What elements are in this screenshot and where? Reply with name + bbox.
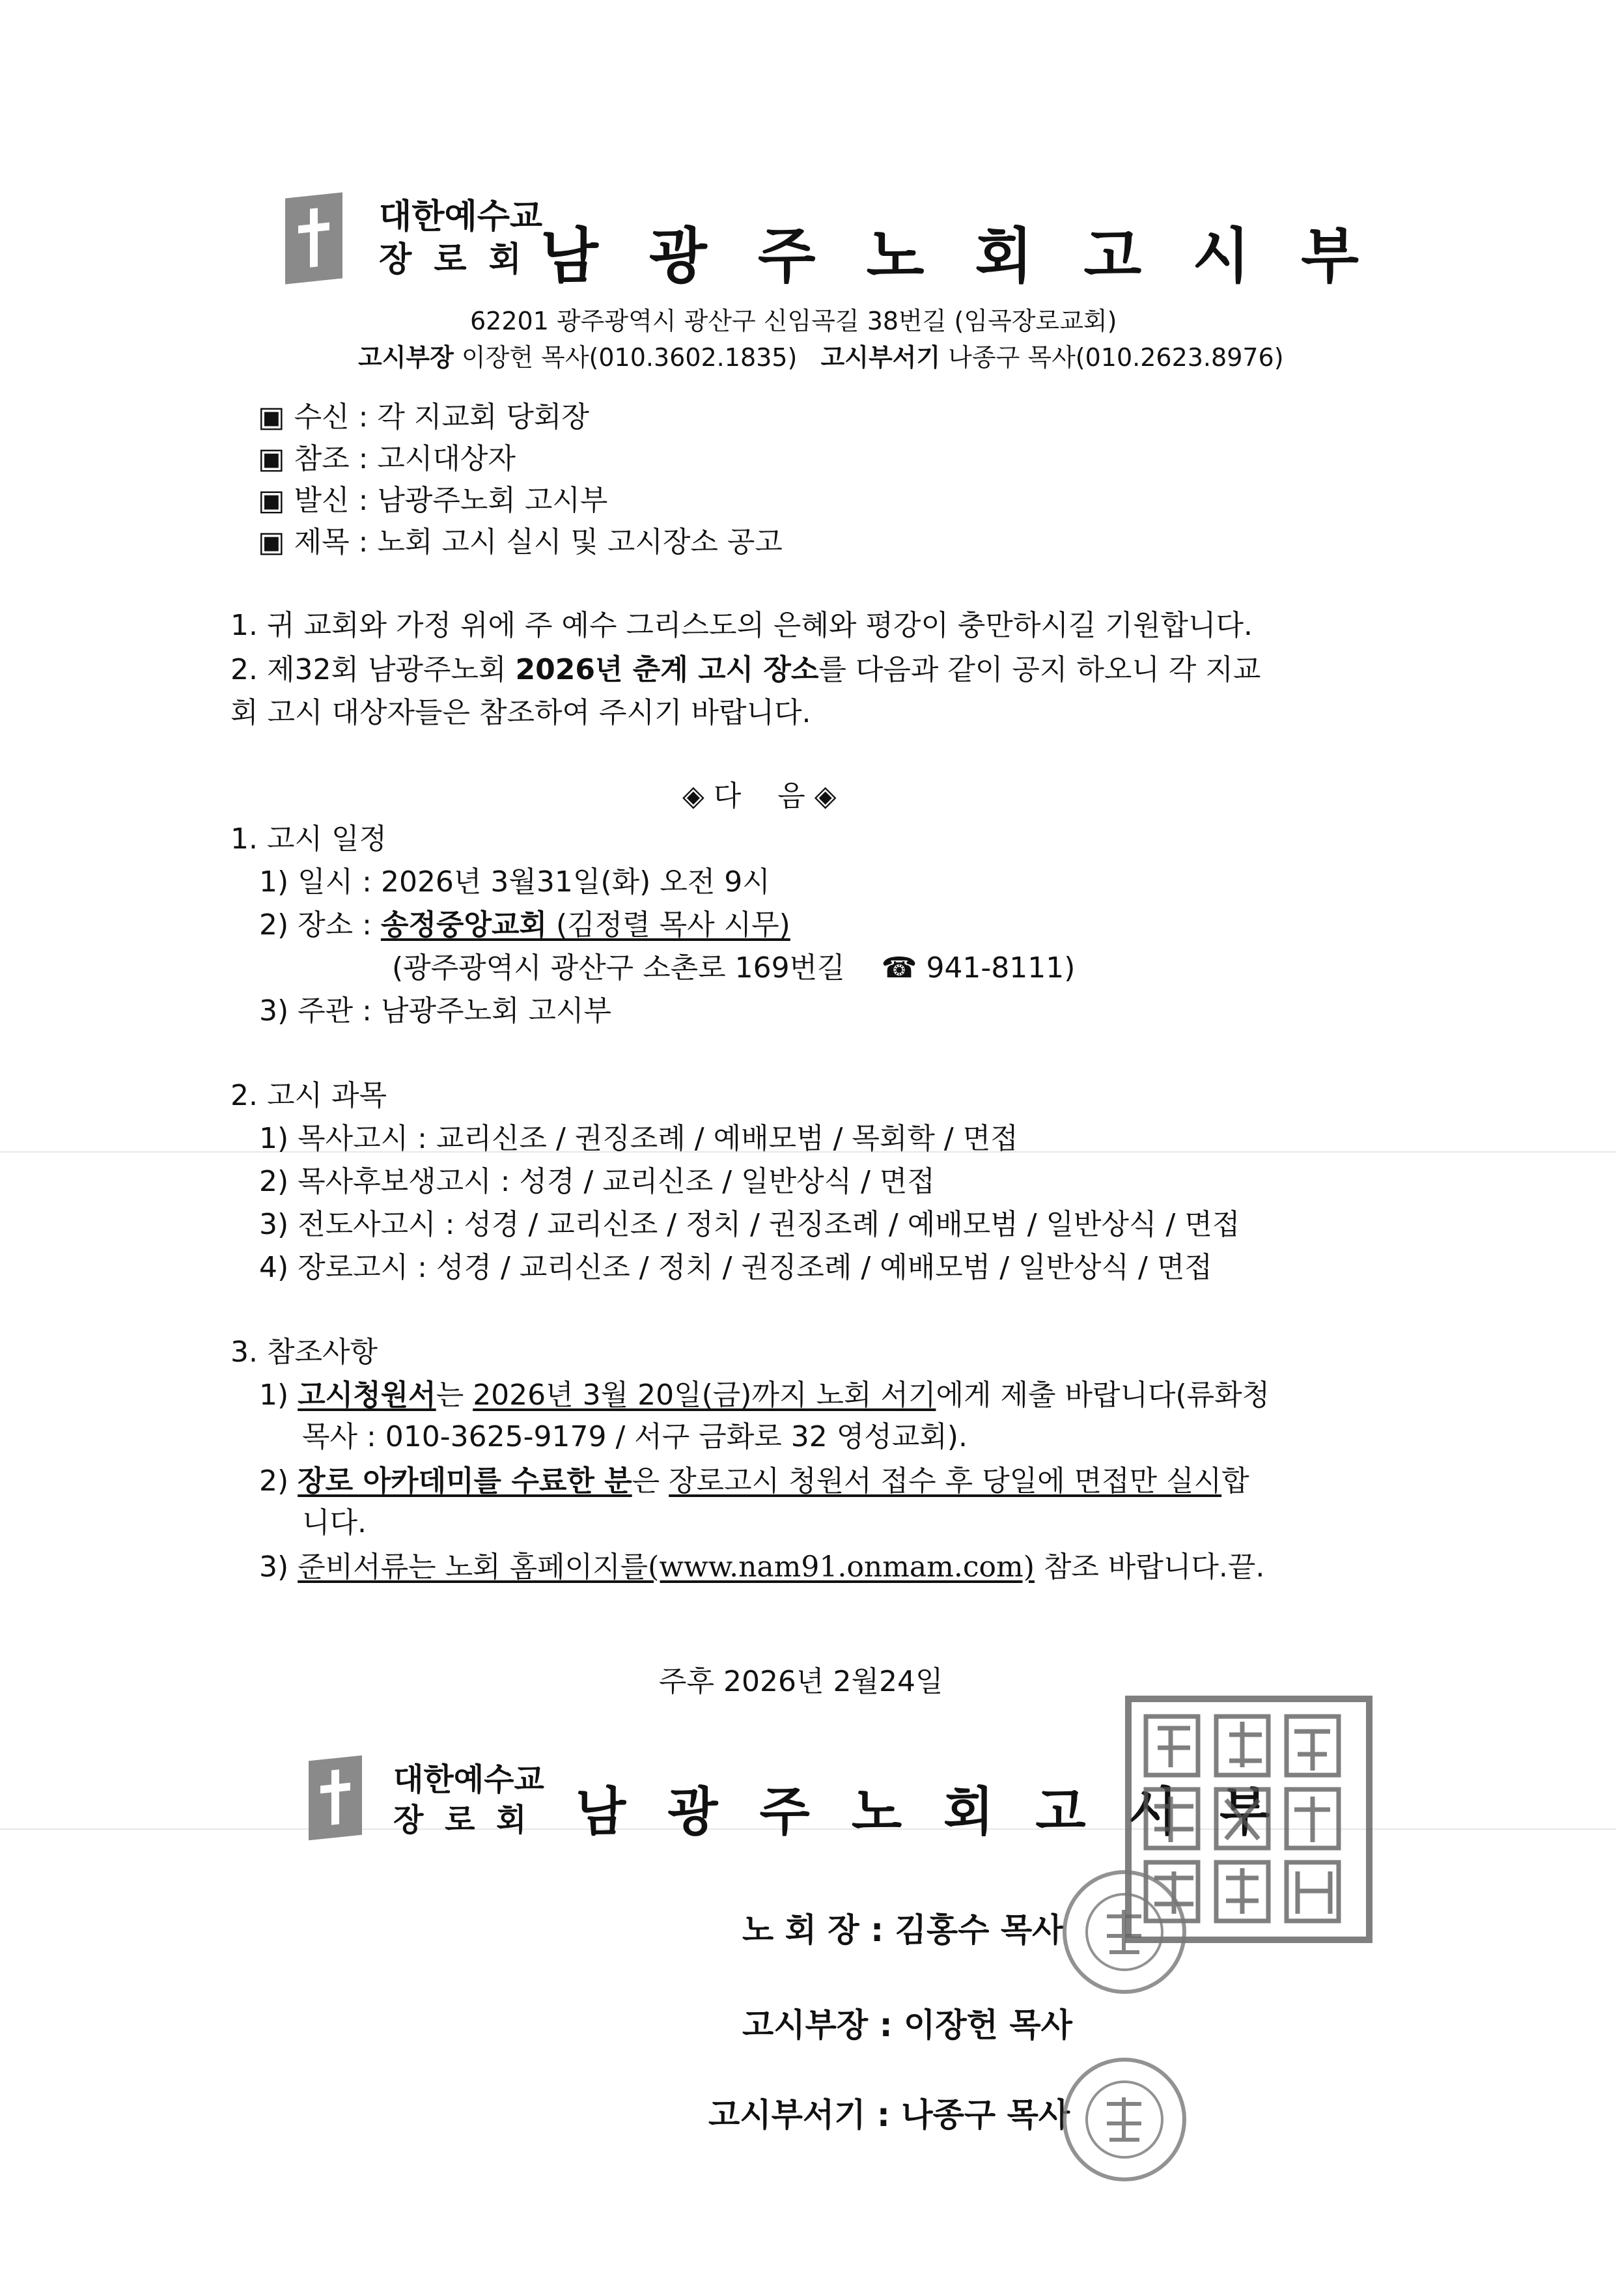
schedule-date: 1) 일시 : 2026년 3월31일(화) 오전 9시 xyxy=(259,865,770,899)
contact-value-clerk: 나종구 목사(010.2623.8976) xyxy=(940,343,1284,372)
note-2 xyxy=(259,1457,1249,1499)
schedule-place xyxy=(259,901,790,943)
meta-row-recipient: ▣ 수신 : 각 지교회 당회장 xyxy=(258,400,589,434)
round-seal-glyphs xyxy=(1066,1874,1182,1990)
note-2-underline: 장로고시 청원서 접수 후 당일에 면접만 실시 xyxy=(669,1464,1222,1498)
meta-label: 발신 xyxy=(294,484,350,517)
meta-row-reference: ▣ 참조 : 고시대상자 xyxy=(258,442,516,475)
signer-presbytery-moderator xyxy=(742,1904,1063,1951)
note-1-mid: 는 xyxy=(436,1379,473,1412)
round-seal-glyphs xyxy=(1066,2062,1182,2177)
section-1-title: 1. 고시 일정 xyxy=(230,822,387,856)
note-1-underline: 2026년 3월 20일(금)까지 노회 서기 xyxy=(473,1379,936,1412)
subject-item: 1) 목사고시 : 교리신조 / 권징조례 / 예배모범 / 목회학 / 면접 xyxy=(259,1122,1018,1155)
note-number: 3) xyxy=(259,1550,298,1584)
signer-name: 이장헌 목사 xyxy=(904,2006,1072,2044)
meta-row-sender: ▣ 발신 : 남광주노회 고시부 xyxy=(258,484,608,517)
note-2-post: 합 xyxy=(1221,1464,1249,1498)
square-bullet-icon: ▣ xyxy=(258,400,285,434)
footer-org-line1: 대한예수교 xyxy=(393,1761,544,1798)
square-bullet-icon: ▣ xyxy=(258,484,285,517)
square-bullet-icon: ▣ xyxy=(258,442,285,475)
contact-value-chief: 이장헌 목사(010.3602.1835) xyxy=(453,343,798,372)
intro-paragraph-1: 1. 귀 교회와 가정 위에 주 예수 그리스도의 은혜와 평강이 충만하시길 기원합니다. xyxy=(230,609,1253,642)
schedule-place-address xyxy=(392,944,1075,986)
schedule-host: 3) 주관 : 남광주노회 고시부 xyxy=(259,994,611,1028)
next-heading: ◈ 다 음 ◈ xyxy=(682,779,837,813)
signer-exam-chief xyxy=(742,1999,1072,2046)
signer-role: 고시부장 : xyxy=(742,2006,893,2044)
meta-value: 각 지교회 당회장 xyxy=(377,400,589,434)
note-number: 2) xyxy=(259,1464,298,1498)
intro-paragraph-2-cont: 회 고시 대상자들은 참조하여 주시기 바랍니다. xyxy=(230,696,811,729)
cross-bar xyxy=(320,1783,350,1794)
contact-label-clerk: 고시부서기 xyxy=(820,343,941,372)
homepage-link[interactable]: 준비서류는 노회 홈페이지를(www.nam91.onmam.com) xyxy=(298,1550,1035,1584)
header-address: 62201 광주광역시 광산구 신임곡길 38번길 (임곡장로교회) xyxy=(470,307,1117,335)
meta-value: 노회 고시 실시 및 고시장소 공고 xyxy=(377,525,783,559)
signer-exam-clerk xyxy=(708,2089,1070,2136)
subject-item: 3) 전도사고시 : 성경 / 교리신조 / 정치 / 권징조례 / 예배모범 / 일반상식 / 면접 xyxy=(259,1208,1240,1241)
header-contact xyxy=(358,337,1284,373)
meta-value: 고시대상자 xyxy=(377,442,516,475)
footer-title: 남광주노회고시부 xyxy=(576,1782,1312,1842)
signer-role: 고시부서기 : xyxy=(708,2096,890,2134)
note-1-cont: 목사 : 010-3625-9179 / 서구 금화로 32 영성교회). xyxy=(302,1420,968,1453)
round-seal-chief xyxy=(1063,1870,1186,1994)
phone-icon: ☎ xyxy=(881,951,917,985)
meta-label: 참조 xyxy=(294,442,350,475)
note-2-mid: 은 xyxy=(632,1464,669,1498)
note-2-cont: 니다. xyxy=(302,1506,367,1539)
meta-row-subject: ▣ 제목 : 노회 고시 실시 및 고시장소 공고 xyxy=(258,525,783,559)
cross-icon xyxy=(331,1769,339,1825)
subject-item: 2) 목사후보생고시 : 성경 / 교리신조 / 일반상식 / 면접 xyxy=(259,1165,935,1198)
note-3 xyxy=(259,1543,1264,1585)
header-org-line2: 장 로 회 xyxy=(379,240,527,279)
note-1-post: 에게 제출 바랍니다(류화청 xyxy=(936,1379,1270,1412)
intro-p2-pre: 2. 제32회 남광주노회 xyxy=(230,653,516,686)
place-phone: 941-8111) xyxy=(926,951,1076,985)
footer-logo xyxy=(309,1756,362,1841)
meta-label: 수신 xyxy=(294,400,350,434)
note-2-bold: 장로 아카데미를 수료한 분 xyxy=(298,1464,632,1498)
issue-date: 주후 2026년 2월24일 xyxy=(659,1665,943,1698)
header-org-line1: 대한예수교 xyxy=(379,197,543,236)
note-1 xyxy=(259,1371,1270,1413)
signer-name: 김홍수 목사 xyxy=(895,1911,1064,1949)
section-2-title: 2. 고시 과목 xyxy=(230,1079,387,1112)
intro-paragraph-2 xyxy=(230,646,1261,688)
place-address: (광주광역시 광산구 소촌로 169번길 xyxy=(392,951,845,985)
round-seal-clerk xyxy=(1063,2058,1186,2181)
square-bullet-icon: ▣ xyxy=(258,525,285,559)
note-1-bold: 고시청원서 xyxy=(298,1379,436,1412)
cross-icon xyxy=(310,208,318,267)
header-logo xyxy=(285,192,342,284)
header-title: 남광주노회고시부 xyxy=(540,221,1410,291)
cross-bar xyxy=(298,222,329,233)
intro-p2-bold: 2026년 춘계 고시 장소 xyxy=(515,653,819,686)
signer-role: 노 회 장 : xyxy=(742,1911,884,1949)
note-3-post: 참조 바랍니다.끝. xyxy=(1034,1550,1265,1584)
contact-label-chief: 고시부장 xyxy=(358,343,454,372)
place-church: 송정중앙교회 xyxy=(380,908,547,942)
section-3-title: 3. 참조사항 xyxy=(230,1336,378,1369)
footer-org-line2: 장 로 회 xyxy=(393,1802,532,1838)
intro-p2-post: 를 다음과 같이 공지 하오니 각 지교 xyxy=(818,653,1261,686)
place-pastor: (김정렬 목사 시무) xyxy=(546,908,790,942)
subject-item: 4) 장로고시 : 성경 / 교리신조 / 정치 / 권징조례 / 예배모범 / 일반상식 / 면접 xyxy=(259,1251,1212,1284)
note-number: 1) xyxy=(259,1379,298,1412)
meta-value: 남광주노회 고시부 xyxy=(377,484,608,517)
signer-name: 나종구 목사 xyxy=(901,2096,1070,2134)
place-label: 2) 장소 : xyxy=(259,908,381,942)
meta-label: 제목 xyxy=(294,525,350,559)
